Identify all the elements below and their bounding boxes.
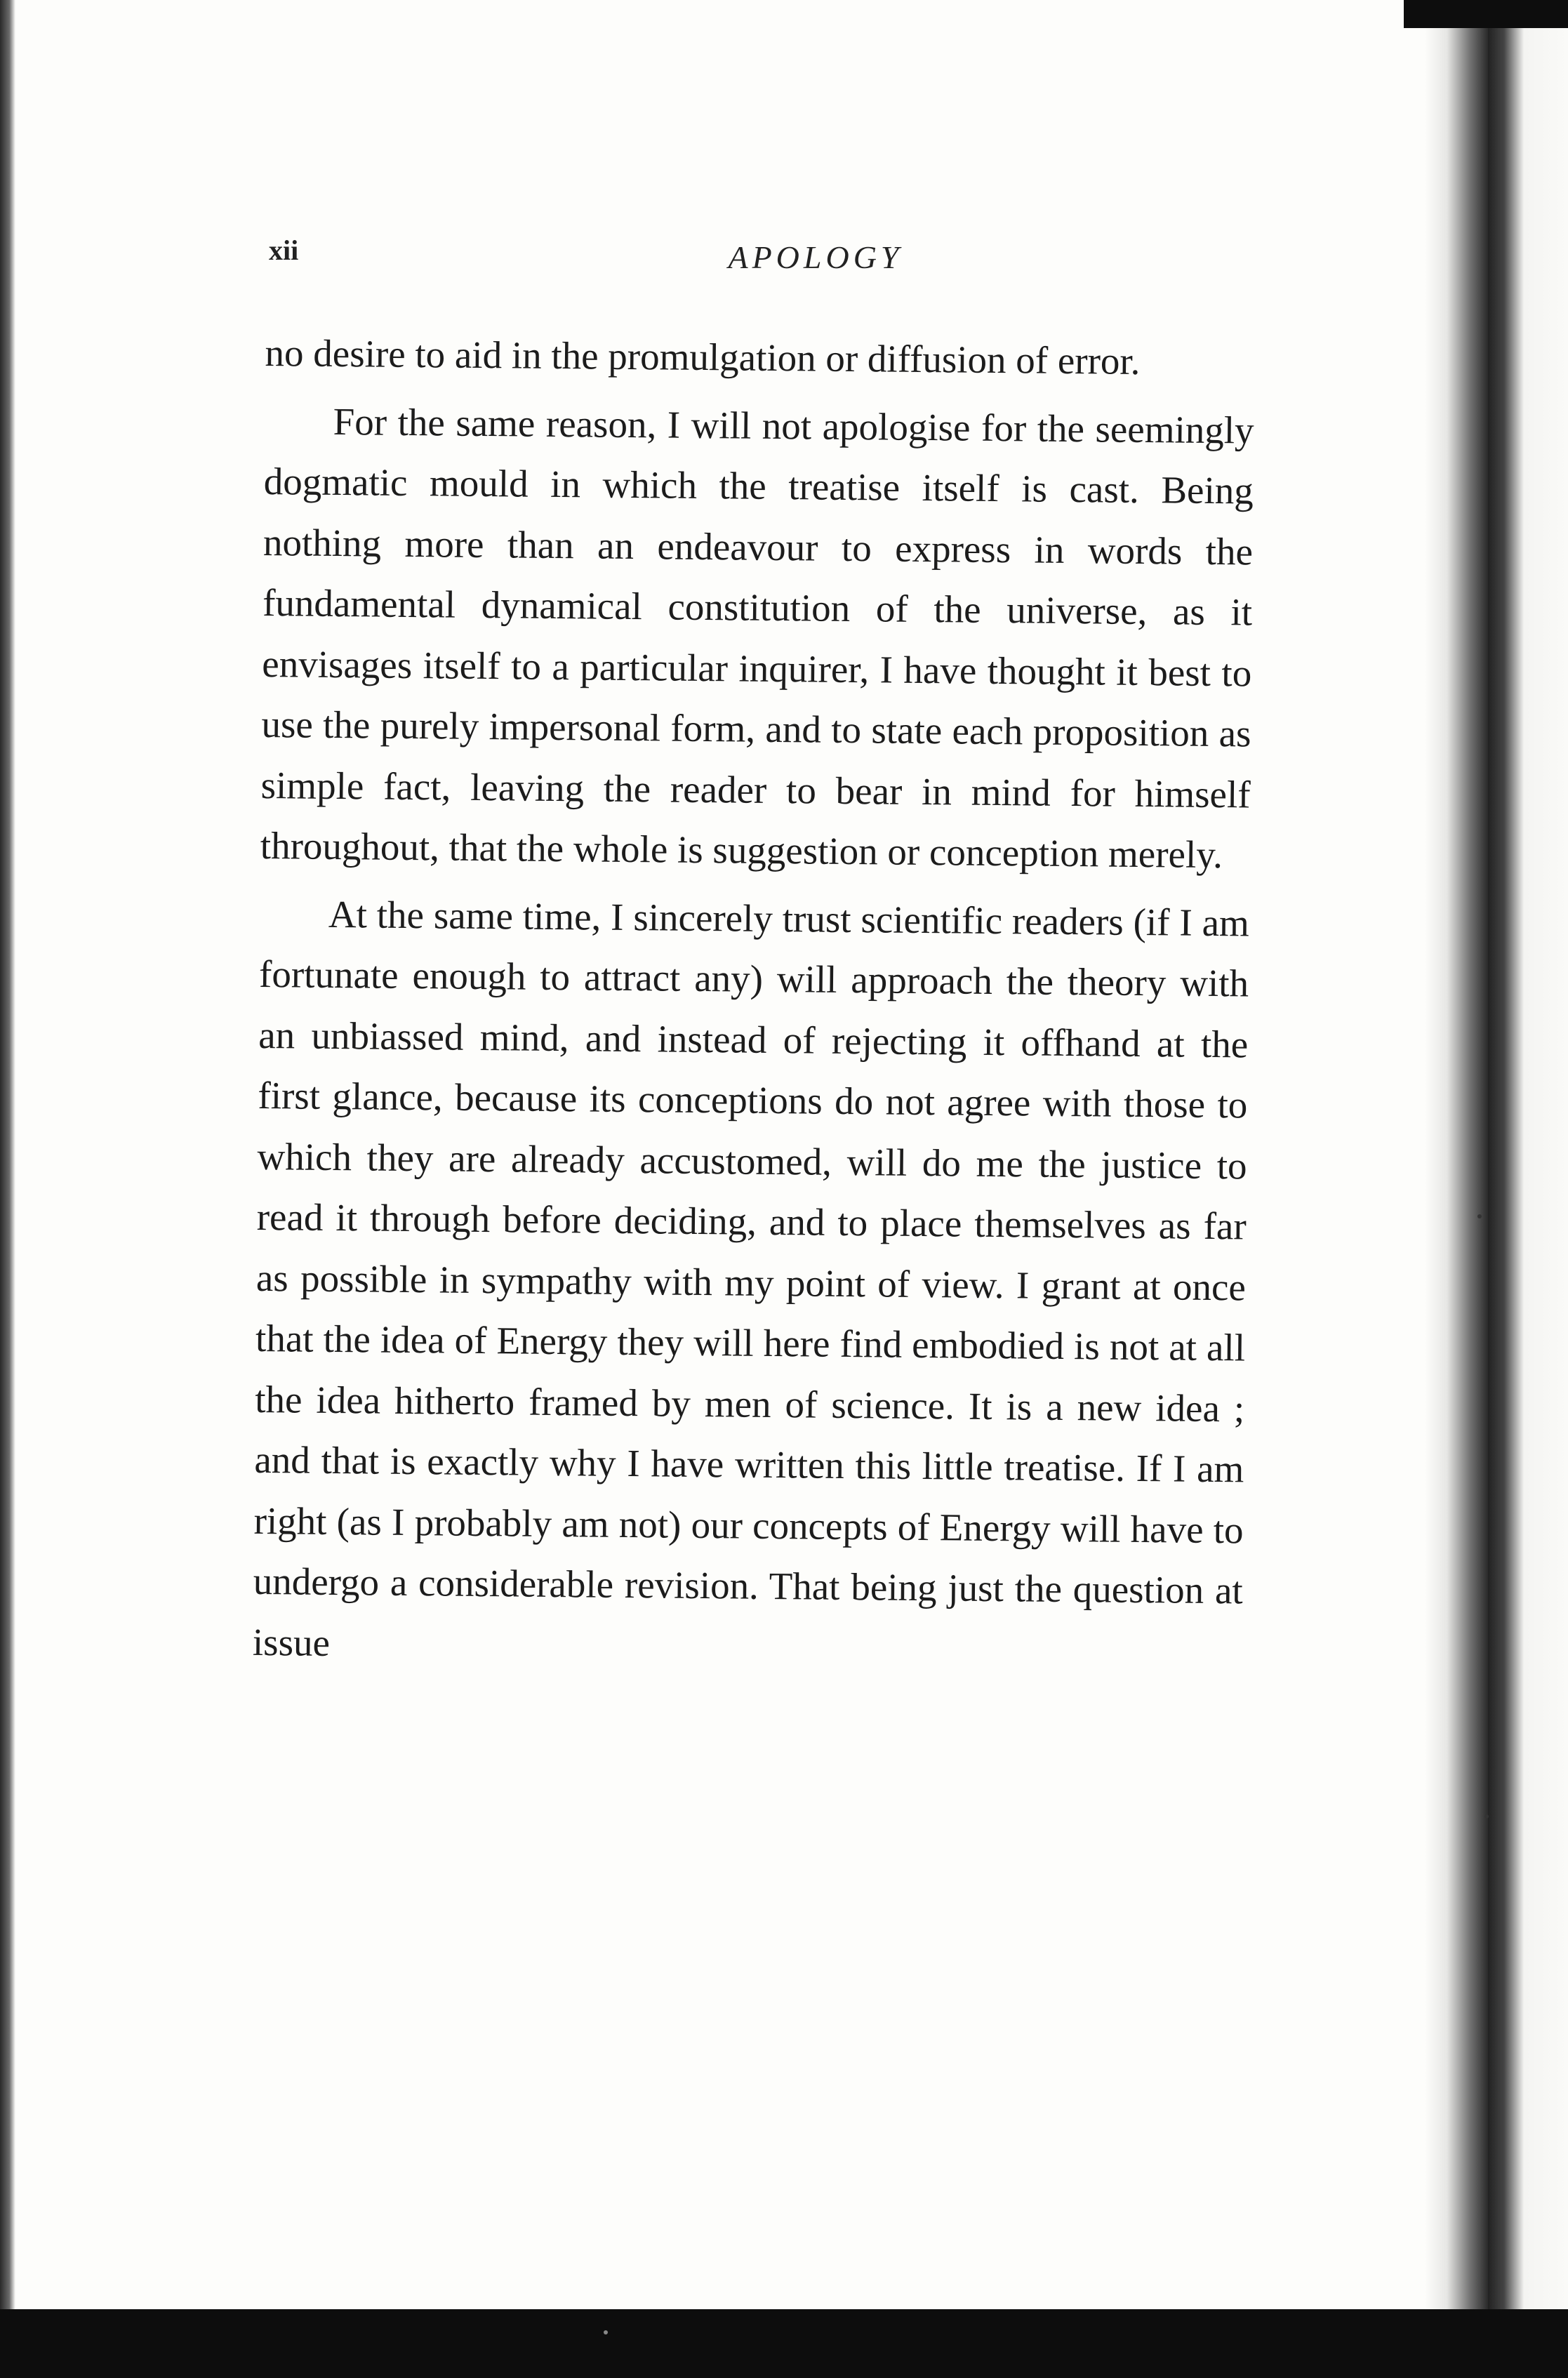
paragraph-1: no desire to aid in the promulgation or diffusion of error.: [265, 331, 1141, 383]
scan-speck: [1477, 1214, 1482, 1218]
running-head: APOLOGY: [728, 239, 903, 275]
paragraph-2: For the same reason, I will not apologise for the seemingly dogmatic mould in which the treatise itself is cast. Being nothing more than an endeavour to express in words the fundamental dynamical constitution of the universe, as it envisages itself to a particular inquirer, I have thought it best to use the purely impersonal form, and to state each proposition as simple fact, leaving the reader to bear in mind for himself throughout, that the whole is suggestion or conception merely.: [260, 399, 1254, 877]
body-text: [252, 323, 1254, 1689]
gutter-shadow: [1425, 0, 1488, 2309]
page-number: xii: [269, 234, 299, 266]
paragraph-3: At the same time, I sincerely trust scientific readers (if I am fortunate enough to attract any) will approach the theory with an unbiassed mind, and instead of rejecting it offhand at the first glance, because its conceptions do not agree with those to which they are already accustomed, will do me the justice to read it through before deciding, and to place themselves as far as possible in sympathy with my point of view. I grant at once that the idea of Energy they will here find embodied is not at all the idea hitherto framed by men of science. It is a new idea ; and that is exactly why I have written this little treatise. If I am right (as I probably am not) our concepts of Energy will have to undergo a considerable revision. That being just the question at issue: [252, 892, 1250, 1664]
top-scan-border: [1404, 0, 1568, 28]
bottom-scan-border: [0, 2309, 1568, 2378]
scan-speck: [604, 2330, 608, 2334]
adjacent-page-edge: [1488, 0, 1568, 2309]
scan-speck: [1484, 1814, 1489, 1819]
left-page-edge: [0, 0, 15, 2309]
